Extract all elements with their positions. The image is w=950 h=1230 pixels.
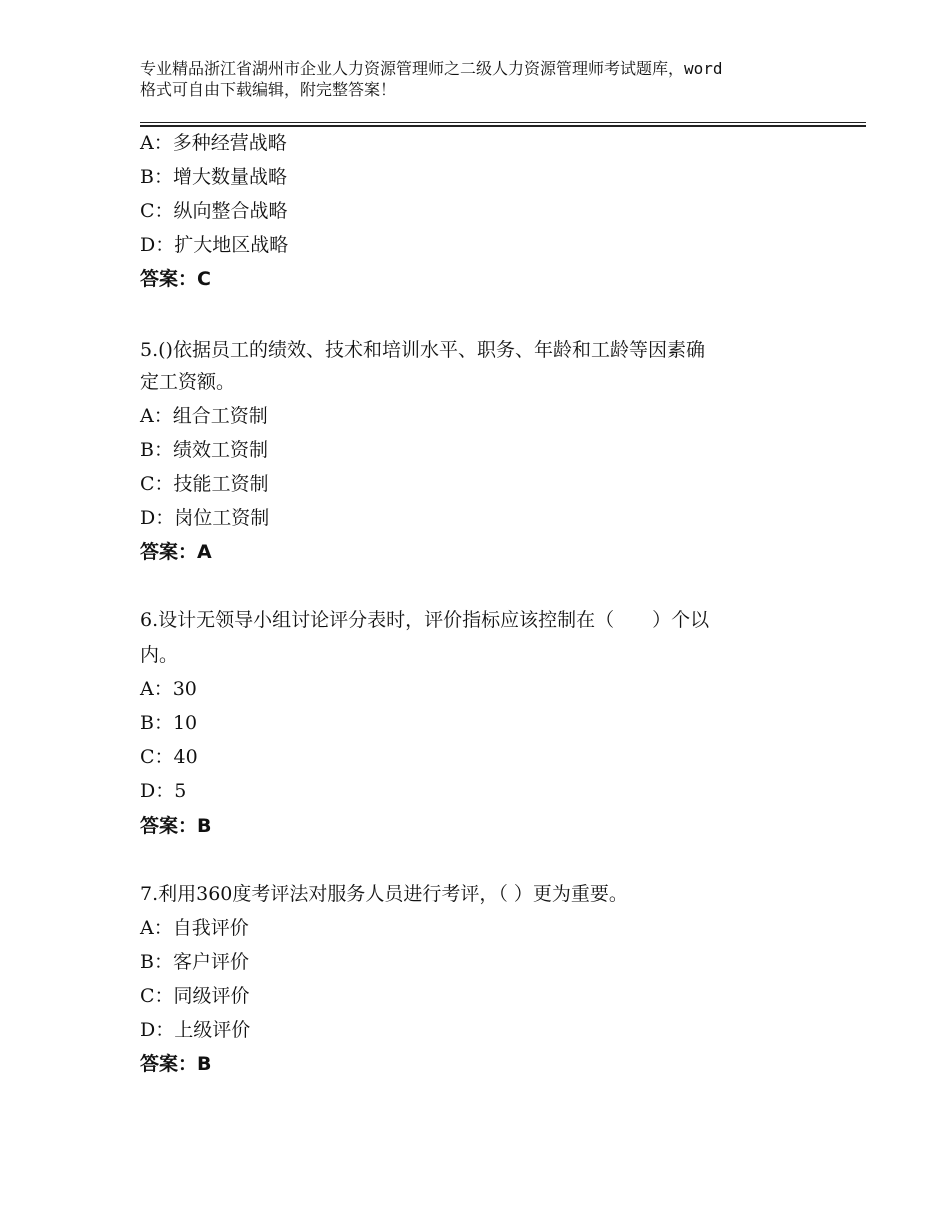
q4-option-a: A：多种经营战略 (140, 132, 287, 154)
q6-option-d: D：5 (140, 780, 187, 802)
q7-option-c: C：同级评价 (140, 985, 250, 1007)
q6-option-a: A：30 (140, 678, 197, 700)
header-divider-thick (140, 125, 866, 127)
q5-stem-line-1: 5.()依据员工的绩效、技术和培训水平、职务、年龄和工龄等因素确 (140, 339, 705, 361)
q7-answer: 答案：B (140, 1053, 212, 1075)
q5-option-d: D：岗位工资制 (140, 507, 270, 529)
q6-stem-line-1: 6.设计无领导小组讨论评分表时，评价指标应该控制在（ ）个以 (140, 609, 710, 631)
q6-option-b: B：10 (140, 712, 198, 734)
q6-answer: 答案：B (140, 815, 212, 837)
q4-option-b: B：增大数量战略 (140, 166, 287, 188)
q7-option-d: D：上级评价 (140, 1019, 251, 1041)
q4-option-d: D：扩大地区战略 (140, 234, 289, 256)
q7-option-b: B：客户评价 (140, 951, 249, 973)
document-header (140, 58, 840, 100)
q5-stem-line-2: 定工资额。 (140, 371, 236, 393)
q6-option-c: C：40 (140, 746, 198, 768)
q7-option-a: A：自我评价 (140, 917, 249, 939)
q5-answer: 答案：A (140, 541, 212, 563)
q4-option-c: C：纵向整合战略 (140, 200, 288, 222)
q5-option-a: A：组合工资制 (140, 405, 268, 427)
header-line-2: 格式可自由下载编辑，附完整答案！ (140, 80, 397, 99)
q5-option-b: B：绩效工资制 (140, 439, 268, 461)
q7-stem-line-1: 7.利用360度考评法对服务人员进行考评，（ ）更为重要。 (140, 883, 628, 905)
header-line-1: 专业精品浙江省湖州市企业人力资源管理师之二级人力资源管理师考试题库，word (140, 59, 723, 78)
q6-stem-line-2: 内。 (140, 644, 179, 666)
header-divider-thin (140, 122, 866, 123)
q5-option-c: C：技能工资制 (140, 473, 269, 495)
q4-answer: 答案：C (140, 268, 211, 290)
